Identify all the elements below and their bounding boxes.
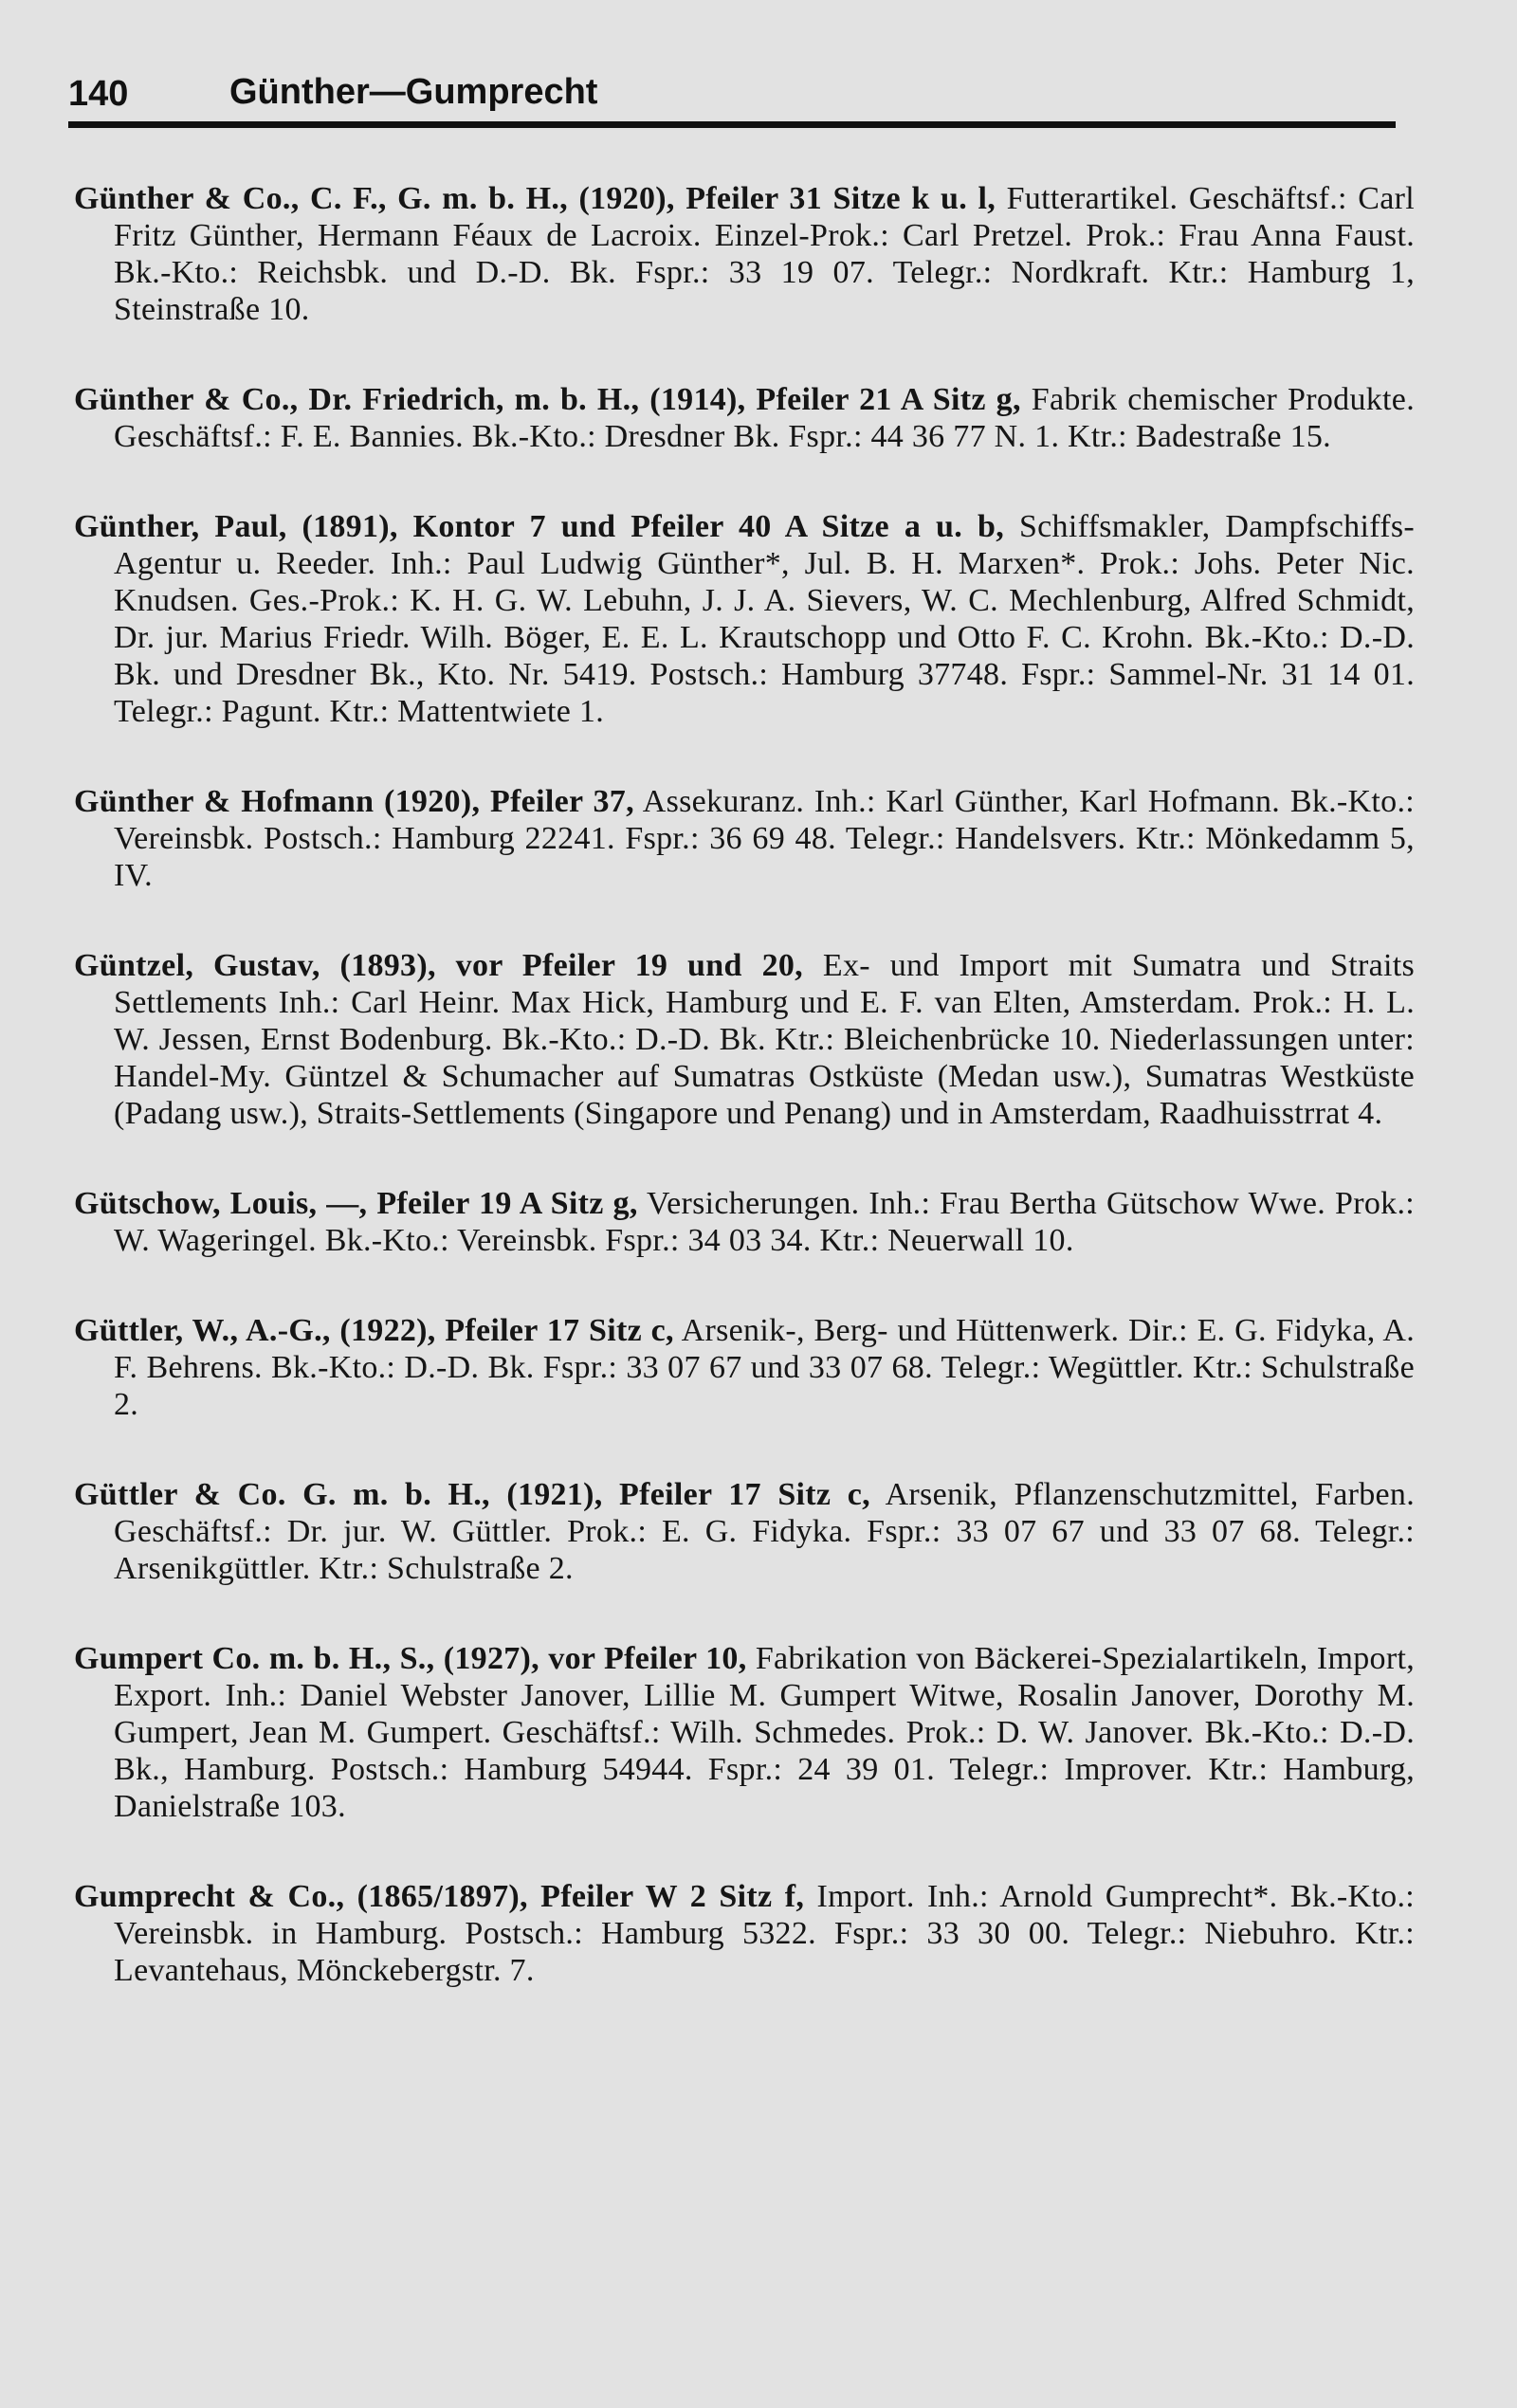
- directory-entry: [74, 508, 1415, 730]
- directory-entries: [74, 180, 1415, 2042]
- entry-heading: Gumpert Co. m. b. H., S., (1927), vor Pfeiler 10,: [74, 1641, 747, 1676]
- entry-heading: Güttler, W., A.-G., (1922), Pfeiler 17 Sitz c,: [74, 1313, 674, 1348]
- entry-text: Assekuranz. Inh.: Karl Günther, Karl Hofmann. Bk.-Kto.: Vereinsbk. Postsch.: Hamburg 22241. Fspr.: 36 69 48. Telegr.: Handelsvers. Ktr.: Mönkedamm 5, IV.: [114, 784, 1415, 893]
- directory-entry: [74, 180, 1415, 328]
- entry-heading: Gütschow, Louis, —, Pfeiler 19 A Sitz g,: [74, 1186, 638, 1221]
- entry-heading: Günther & Co., C. F., G. m. b. H., (1920), Pfeiler 31 Sitze k u. l,: [74, 181, 996, 216]
- directory-entry: [74, 1476, 1415, 1587]
- page-header: [68, 64, 1396, 121]
- entry-heading: Günther & Co., Dr. Friedrich, m. b. H., (1914), Pfeiler 21 A Sitz g,: [74, 382, 1021, 417]
- entry-text: Import. Inh.: Arnold Gumprecht*. Bk.-Kto.: Vereinsbk. in Hamburg. Postsch.: Hamburg 5322. Fspr.: 33 30 00. Telegr.: Niebuhro. Ktr.: Levantehaus, Mönckebergstr. 7.: [114, 1879, 1415, 1988]
- directory-entry: [74, 1312, 1415, 1423]
- entry-text: Fabrik chemischer Produkte. Geschäftsf.: F. E. Bannies. Bk.-Kto.: Dresdner Bk. Fspr.: 44 36 77 N. 1. Ktr.: Badestraße 15.: [114, 382, 1415, 454]
- entry-heading: Güttler & Co. G. m. b. H., (1921), Pfeiler 17 Sitz c,: [74, 1477, 870, 1512]
- directory-entry: [74, 381, 1415, 455]
- entry-text: Schiffsmakler, Dampfschiffs-Agentur u. Reeder. Inh.: Paul Ludwig Günther*, Jul. B. H. Marxen*. Prok.: Johs. Peter Nic. Knudsen. Ges.-Prok.: K. H. G. W. Lebuhn, J. J. A. Sievers, W. C. Mechlenburg, Alfred Schmidt, Dr. jur. Marius Friedr. Wilh. Böger, E. E. L. Krautschopp und Otto F. C. Krohn. Bk.-Kto.: D.-D. Bk. und Dresdner Bk., Kto. Nr. 5419. Postsch.: Hamburg 37748. Fspr.: Sammel-Nr. 31 14 01. Telegr.: Pagunt. Ktr.: Mattentwiete 1.: [114, 509, 1415, 729]
- directory-entry: [74, 1878, 1415, 1989]
- entry-text: Versicherungen. Inh.: Frau Bertha Gütschow Wwe. Prok.: W. Wageringel. Bk.-Kto.: Vereinsbk. Fspr.: 34 03 34. Ktr.: Neuerwall 10.: [114, 1186, 1415, 1258]
- entry-text: Fabrikation von Bäckerei-Spezialartikeln, Import, Export. Inh.: Daniel Webster Janover, Lillie M. Gumpert Witwe, Rosalin Janover, Dorothy M. Gumpert, Jean M. Gumpert. Geschäftsf.: Wilh. Schmedes. Prok.: D. W. Janover. Bk.-Kto.: D.-D. Bk., Hamburg. Postsch.: Hamburg 54944. Fspr.: 24 39 01. Telegr.: Improver. Ktr.: Hamburg, Danielstraße 103.: [114, 1641, 1415, 1824]
- entry-text: Arsenik-, Berg- und Hüttenwerk. Dir.: E. G. Fidyka, A. F. Behrens. Bk.-Kto.: D.-D. Bk. Fspr.: 33 07 67 und 33 07 68. Telegr.: Wegüttler. Ktr.: Schulstraße 2.: [114, 1313, 1416, 1422]
- directory-entry: [74, 1185, 1415, 1259]
- running-head: Günther—Gumprecht: [229, 72, 598, 112]
- entry-text: Arsenik, Pflanzenschutzmittel, Farben. Geschäftsf.: Dr. jur. W. Güttler. Prok.: E. G. Fidyka. Fspr.: 33 07 67 und 33 07 68. Telegr.: Arsenikgüttler. Ktr.: Schulstraße 2.: [114, 1477, 1416, 1586]
- entry-heading: Günther & Hofmann (1920), Pfeiler 37,: [74, 784, 634, 819]
- directory-entry: [74, 947, 1415, 1132]
- page-number: 140: [68, 74, 129, 114]
- entry-text: Ex- und Import mit Sumatra und Straits Settlements Inh.: Carl Heinr. Max Hick, Hamburg und E. F. van Elten, Amsterdam. Prok.: H. L. W. Jessen, Ernst Bodenburg. Bk.-Kto.: D.-D. Bk. Ktr.: Bleichenbrücke 10. Niederlassungen unter: Handel-My. Güntzel & Schumacher auf Sumatras Ostküste (Medan usw.), Sumatras Westküste (Padang usw.), Straits-Settlements (Singapore und Penang) und in Amsterdam, Raadhuisstrrat 4.: [114, 948, 1415, 1131]
- directory-entry: [74, 783, 1415, 894]
- entry-heading: Gumprecht & Co., (1865/1897), Pfeiler W 2 Sitz f,: [74, 1879, 805, 1914]
- entry-heading: Güntzel, Gustav, (1893), vor Pfeiler 19 und 20,: [74, 948, 803, 983]
- header-rule: [68, 121, 1396, 128]
- entry-text: Futterartikel. Geschäftsf.: Carl Fritz Günther, Hermann Féaux de Lacroix. Einzel-Prok.: Carl Pretzel. Prok.: Frau Anna Faust. Bk.-Kto.: Reichsbk. und D.-D. Bk. Fspr.: 33 19 07. Telegr.: Nordkraft. Ktr.: Hamburg 1, Steinstraße 10.: [114, 181, 1415, 327]
- directory-entry: [74, 1640, 1415, 1825]
- entry-heading: Günther, Paul, (1891), Kontor 7 und Pfeiler 40 A Sitze a u. b,: [74, 509, 1005, 544]
